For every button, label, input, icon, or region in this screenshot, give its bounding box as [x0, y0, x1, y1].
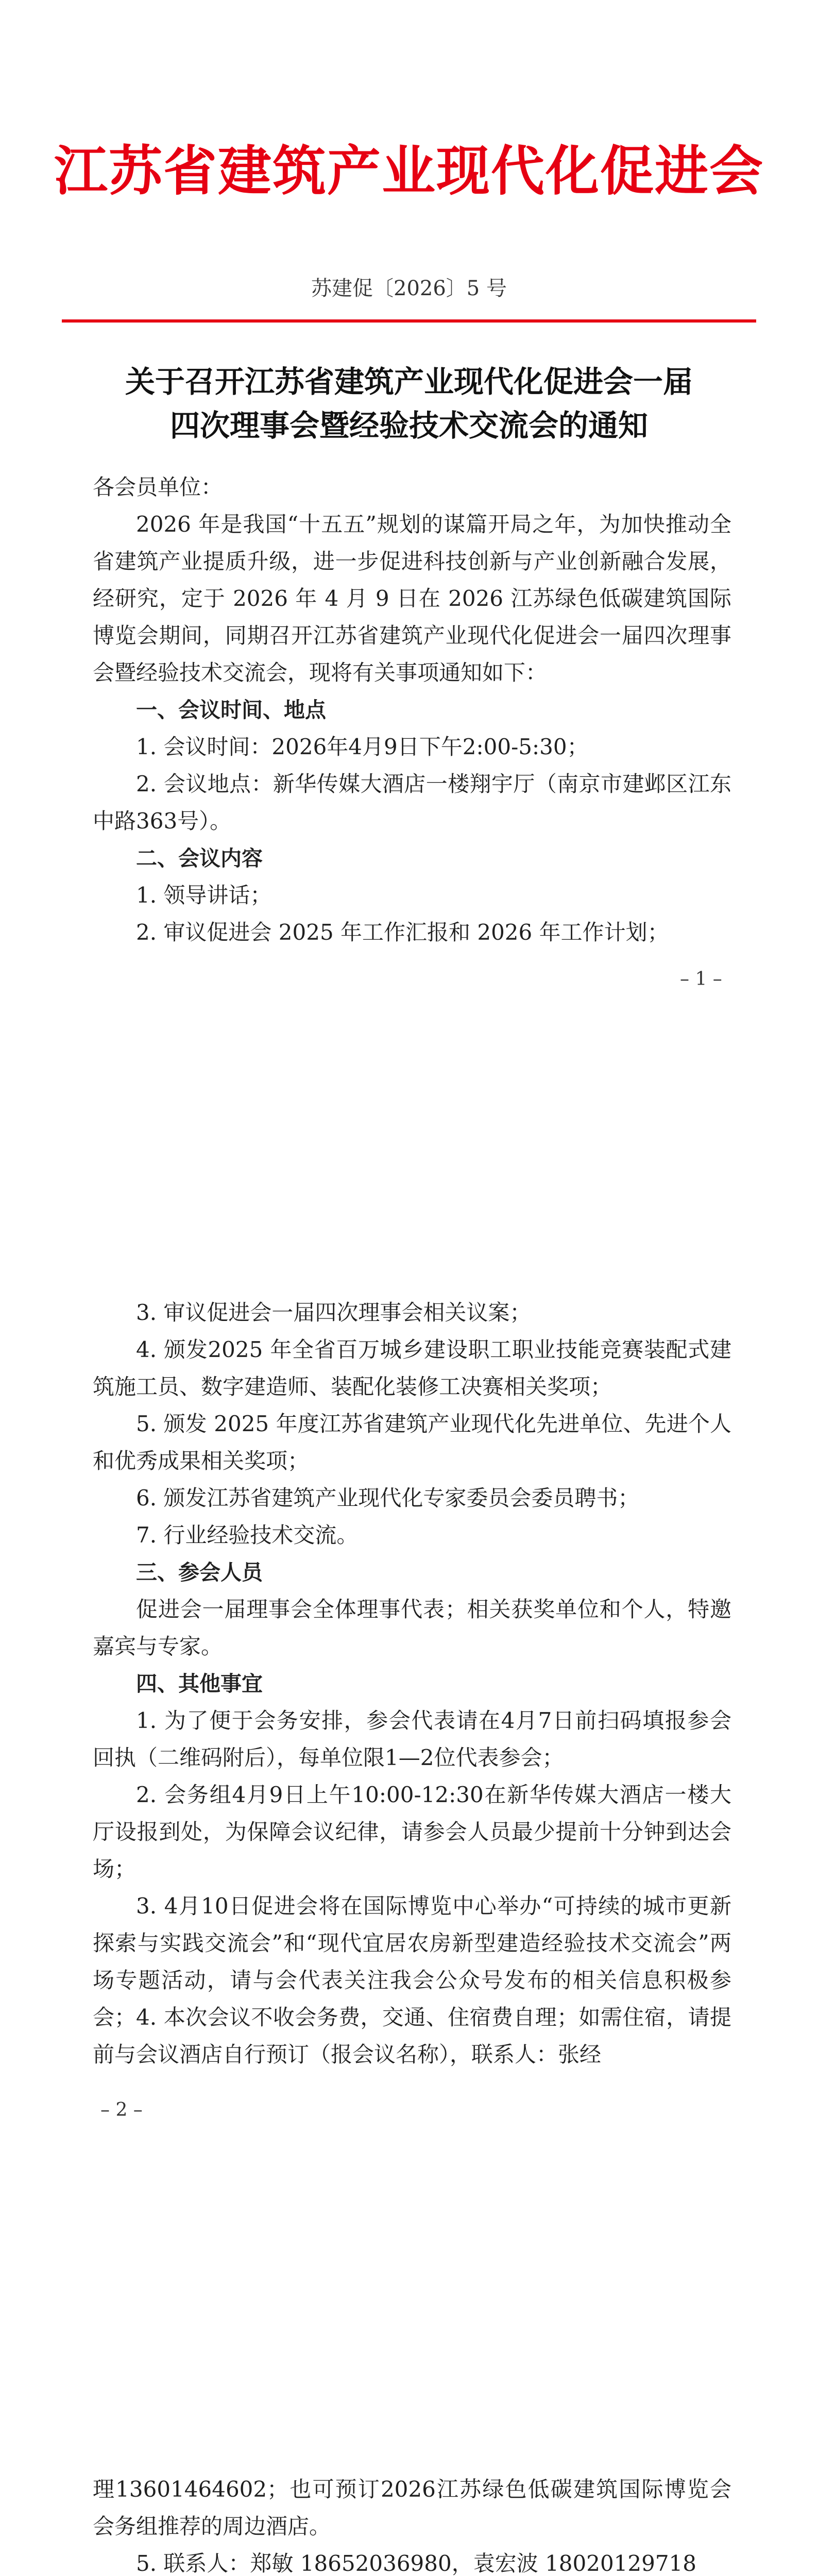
section-3-heading: 三、参会人员	[136, 1560, 263, 1585]
section-3-text: 促进会一届理事会全体理事代表；相关获奖单位和个人，特邀嘉宾与专家。	[93, 1597, 731, 1659]
section-2-item-6: 6. 颁发江苏省建筑产业现代化专家委员会委员聘书；	[136, 1485, 640, 1511]
document-number: 苏建促〔2026〕5 号	[311, 277, 507, 300]
masthead: 江苏省建筑产业现代化促进会	[54, 140, 764, 202]
notice-title-line-1: 关于召开江苏省建筑产业现代化促进会一届	[125, 364, 693, 399]
section-4-item-1: 1. 为了便于会务安排，参会代表请在4月7日前扫码填报参会回执（二维码附后），每单位限1—2位代表参会；	[93, 1708, 731, 1770]
page-number-1: – 1 –	[680, 969, 722, 990]
section-2-item-4: 4. 颁发2025 年全省百万城乡建设职工职业技能竞赛装配式建筑施工员、数字建造师、装配化装修工决赛相关奖项；	[93, 1337, 731, 1399]
section-1-heading: 一、会议时间、地点	[136, 698, 326, 722]
section-4-item-4-part-1: 4. 本次会议不收会务费，交通、住宿费自理；如需住宿，请提前与会议酒店自行预订（报会议名称），联系人：张经	[93, 2005, 731, 2067]
section-1-item-2: 2. 会议地点：新华传媒大酒店一楼翔宇厅（南京市建邺区江东中路363号）。	[93, 771, 731, 834]
page-number-2: – 2 –	[100, 2099, 143, 2121]
section-4-item-3: 3. 4月10日促进会将在国际博览中心举办“可持续的城市更新探索与实践交流会”和“现代宜居农房新型建造经验技术交流会”两场专题活动，请与会代表关注我会公众号发布的相关信息积极参会；	[93, 1893, 731, 2030]
section-2-item-2: 2. 审议促进会 2025 年工作汇报和 2026 年工作计划；	[136, 920, 669, 945]
intro-paragraph: 2026 年是我国“十五五”规划的谋篇开局之年，为加快推动全省建筑产业提质升级，进一步促进科技创新与产业创新融合发展，经研究，定于 2026 年 4 月 9 日在 2026 江苏绿色低碳建筑国际博览会期间，同期召开江苏省建筑产业现代化促进会一届四次理事会暨经验技术交流会，现将有关事项通知如下：	[93, 512, 731, 685]
header-divider	[62, 319, 756, 323]
section-2-item-1: 1. 领导讲话；	[136, 883, 272, 908]
section-2-item-5: 5. 颁发 2025 年度江苏省建筑产业现代化先进单位、先进个人和优秀成果相关奖项；	[93, 1411, 731, 1473]
section-1-item-1: 1. 会议时间：2026年4月9日下午2:00-5:30；	[136, 734, 589, 759]
section-4-item-4-part-2: 理13601464602；也可预订2026江苏绿色低碳建筑国际博览会会务组推荐的周边酒店。	[93, 2477, 731, 2539]
section-2-item-7: 7. 行业经验技术交流。	[136, 1522, 359, 1548]
section-4-heading: 四、其他事宜	[136, 1671, 263, 1696]
notice-title-line-2: 四次理事会暨经验技术交流会的通知	[169, 408, 648, 443]
section-4-item-5: 5. 联系人：郑敏 18652036980，袁宏波 18020129718	[136, 2551, 697, 2576]
section-2-item-3: 3. 审议促进会一届四次理事会相关议案；	[136, 1300, 532, 1325]
section-4-item-2: 2. 会务组4月9日上午10:00-12:30在新华传媒大酒店一楼大厅设报到处，为保障会议纪律，请参会人员最少提前十分钟到达会场；	[93, 1782, 731, 1882]
section-2-heading: 二、会议内容	[136, 846, 263, 871]
salutation: 各会员单位：	[93, 474, 223, 500]
